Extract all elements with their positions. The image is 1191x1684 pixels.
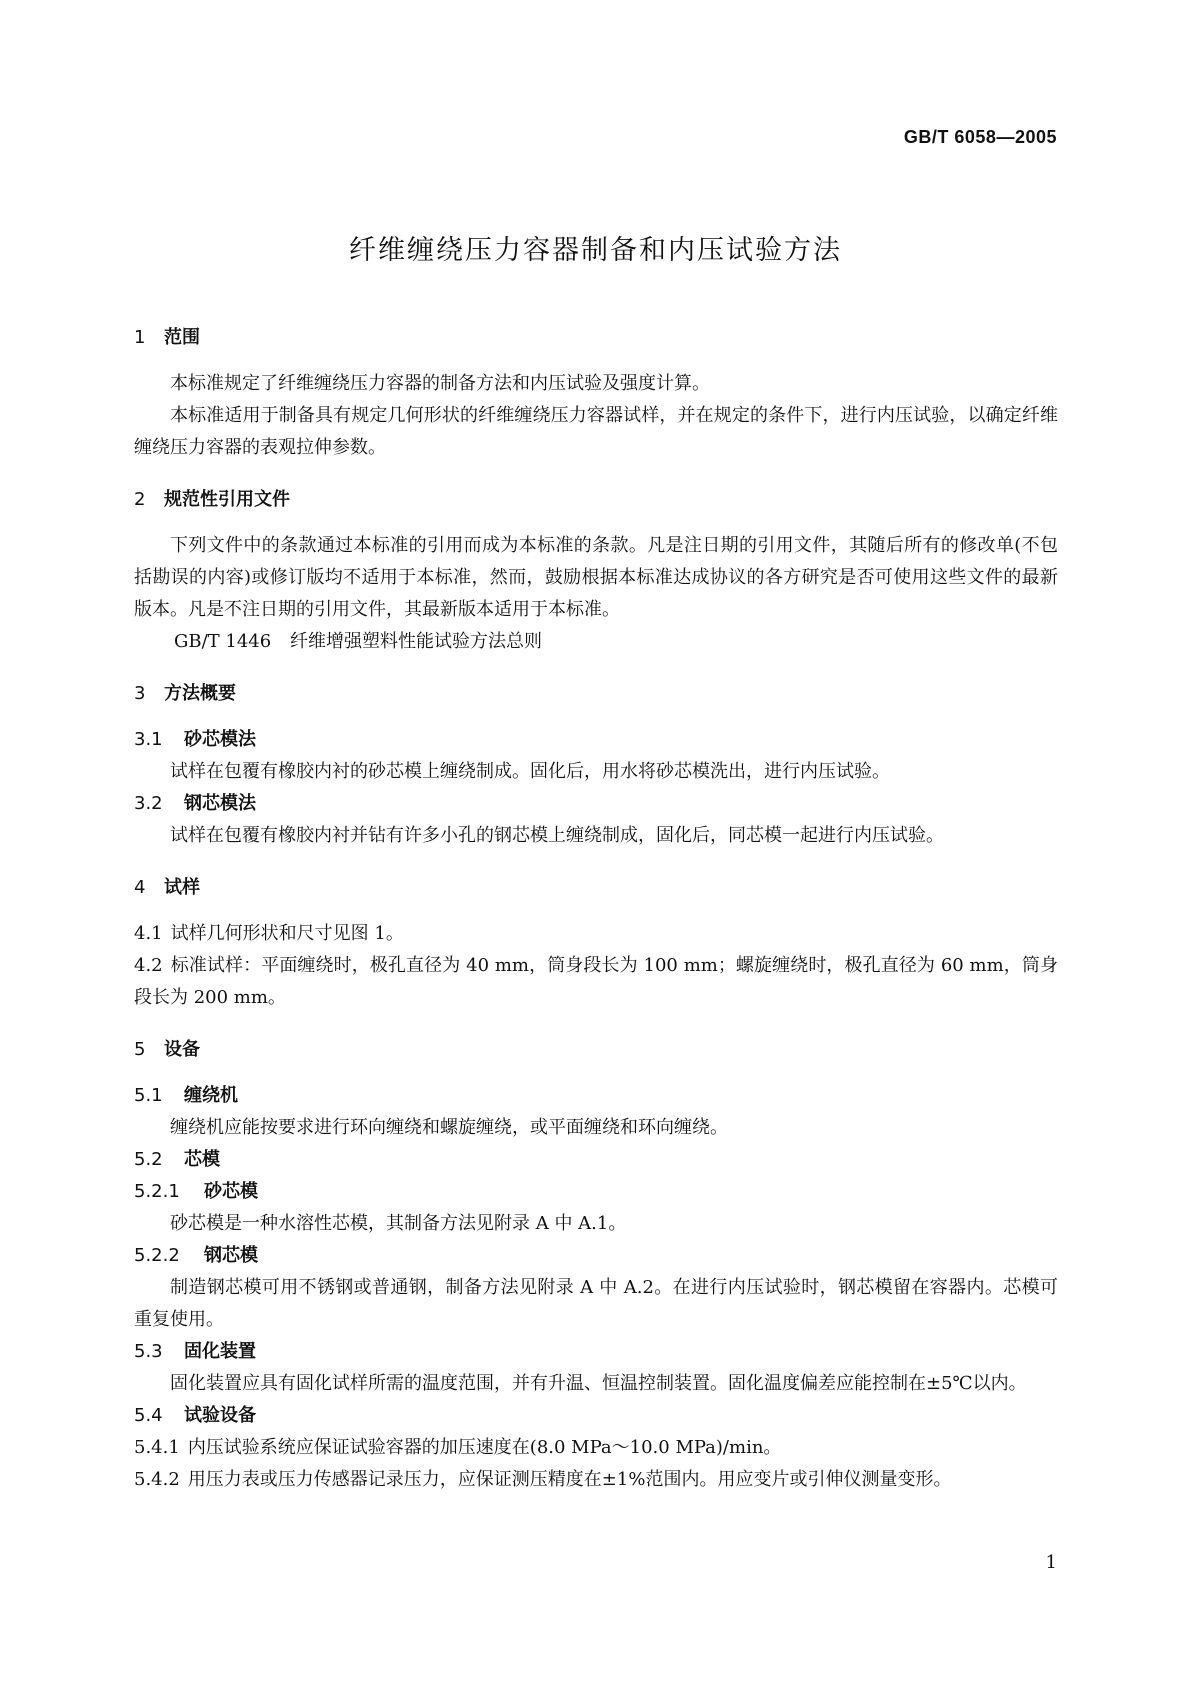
section-heading-1 [134,322,1058,354]
page-number: 1 [1045,1552,1057,1573]
numbered-item [134,918,1058,950]
section-heading-2 [134,484,1058,516]
section-title: 规范性引用文件 [164,489,290,510]
reference-code: GB/T 1446 [174,631,272,652]
subsection-title: 缠绕机 [184,1085,238,1106]
subsection-title: 试验设备 [184,1405,256,1426]
paragraph: 砂芯模是一种水溶性芯模，其制备方法见附录 A 中 A.1。 [170,1213,627,1234]
subsection-number: 5.2.1 [134,1181,180,1202]
paragraph: 本标准规定了纤维缠绕压力容器的制备方法和内压试验及强度计算。 [170,373,710,394]
numbered-item [134,1432,1058,1464]
paragraph: 制造钢芯模可用不锈钢或普通钢，制备方法见附录 A 中 A.2。在进行内压试验时，钢芯模留在容器内。芯模可重复使用。 [134,1277,1058,1330]
paragraph: 固化装置应具有固化试样所需的温度范围，并有升温、恒温控制装置。固化温度偏差应能控制在±5℃以内。 [170,1373,1027,1394]
section-number: 5 [134,1039,146,1060]
numbered-item [134,950,1058,1014]
item-text: 标准试样：平面缠绕时，极孔直径为 40 mm，筒身段长为 100 mm；螺旋缠绕时，极孔直径为 60 mm，筒身段长为 200 mm。 [134,955,1058,1008]
paragraph: 本标准适用于制备具有规定几何形状的纤维缠绕压力容器试样，并在规定的条件下，进行内压试验，以确定纤维缠绕压力容器的表观拉伸参数。 [134,405,1058,458]
subsection-number: 3.2 [134,793,163,814]
section-title: 方法概要 [164,683,236,704]
section-heading-5 [134,1034,1058,1066]
paragraph: 试样在包覆有橡胶内衬的砂芯模上缠绕制成。固化后，用水将砂芯模洗出，进行内压试验。 [170,761,890,782]
subsection-number: 5.2.2 [134,1245,180,1266]
section-title: 设备 [164,1039,200,1060]
paragraph: 试样在包覆有橡胶内衬并钻有许多小孔的钢芯模上缠绕制成，固化后，同芯模一起进行内压试验。 [170,825,944,846]
item-text: 内压试验系统应保证试验容器的加压速度在(8.0 MPa～10.0 MPa)/min。 [187,1437,782,1458]
subsection-number: 3.1 [134,729,163,750]
section-heading-3 [134,678,1058,710]
subsection-title: 固化装置 [184,1341,256,1362]
subsection-title: 砂芯模法 [184,729,256,750]
subsection-heading [134,1240,1058,1272]
reference-title: 纤维增强塑料性能试验方法总则 [290,631,542,652]
section-number: 4 [134,877,146,898]
subsection-number: 5.3 [134,1341,163,1362]
subsection-number: 5.2 [134,1149,163,1170]
subsection-heading [134,1400,1058,1432]
numbered-item [134,1464,1058,1496]
subsection-heading [134,1080,1058,1112]
subsection-number: 5.1 [134,1085,163,1106]
document-body [134,322,1058,1496]
paragraph: 缠绕机应能按要求进行环向缠绕和螺旋缠绕，或平面缠绕和环向缠绕。 [170,1117,728,1138]
section-title: 范围 [164,327,200,348]
subsection-title: 芯模 [184,1149,220,1170]
subsection-heading [134,724,1058,756]
subsection-heading [134,1176,1058,1208]
subsection-title: 钢芯模法 [184,793,256,814]
item-number: 5.4.1 [134,1437,180,1458]
paragraph: 下列文件中的条款通过本标准的引用而成为本标准的条款。凡是注日期的引用文件，其随后所有的修改单(不包括勘误的内容)或修订版均不适用于本标准，然而，鼓励根据本标准达成协议的各方研究是否可使用这些文件的最新版本。凡是不注日期的引用文件，其最新版本适用于本标准。 [134,535,1058,620]
item-text: 试样几何形状和尺寸见图 1。 [170,923,404,944]
item-number: 4.2 [134,955,163,976]
document-title: 纤维缠绕压力容器制备和内压试验方法 [349,235,842,266]
subsection-heading [134,1144,1058,1176]
subsection-heading [134,788,1058,820]
subsection-title: 砂芯模 [204,1181,258,1202]
section-number: 1 [134,327,146,348]
subsection-title: 钢芯模 [204,1245,258,1266]
normative-reference [134,626,1058,658]
standard-code: GB/T 6058—2005 [903,127,1057,147]
subsection-number: 5.4 [134,1405,163,1426]
subsection-heading [134,1336,1058,1368]
section-number: 3 [134,683,146,704]
section-title: 试样 [164,877,200,898]
item-text: 用压力表或压力传感器记录压力，应保证测压精度在±1%范围内。用应变片或引伸仪测量变形。 [187,1469,952,1490]
item-number: 5.4.2 [134,1469,180,1490]
section-heading-4 [134,872,1058,904]
item-number: 4.1 [134,923,163,944]
section-number: 2 [134,489,146,510]
